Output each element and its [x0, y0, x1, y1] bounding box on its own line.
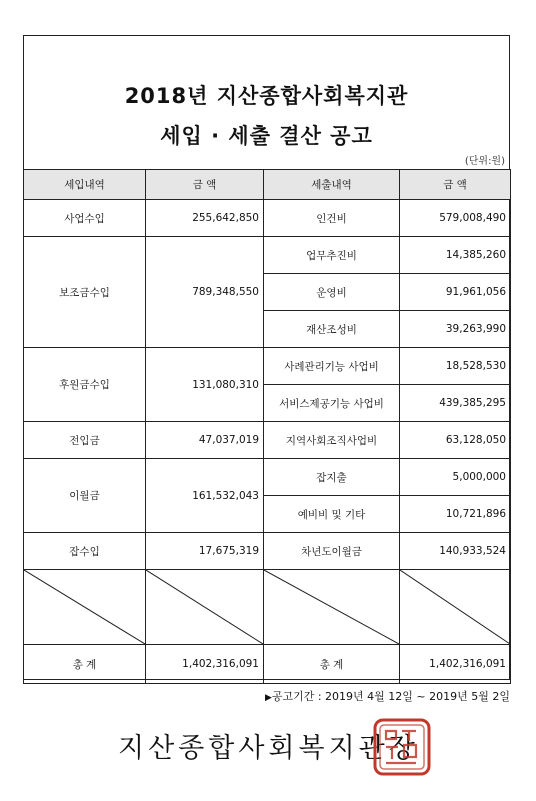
table-header-row [24, 170, 511, 200]
official-seal-icon [372, 717, 432, 777]
notice-frame [23, 35, 510, 680]
table-row [24, 533, 511, 570]
blank-cell [24, 570, 146, 645]
expense-name: 잡지출 [264, 459, 400, 496]
header-expense-amount: 금 액 [400, 170, 511, 200]
total-income-amount: 1,402,316,091 [146, 645, 264, 684]
expense-amount: 39,263,990 [400, 311, 511, 348]
table-row [24, 459, 511, 496]
income-amount: 789,348,550 [146, 237, 264, 348]
header-income-amount: 금 액 [146, 170, 264, 200]
total-expense-amount: 1,402,316,091 [400, 645, 511, 684]
income-name: 사업수입 [24, 200, 146, 237]
expense-amount: 10,721,896 [400, 496, 511, 533]
blank-cell [146, 570, 264, 645]
budget-table [23, 169, 511, 684]
expense-amount: 18,528,530 [400, 348, 511, 385]
title-line-2: 세입 · 세출 결산 공고 [160, 124, 373, 148]
triangle-bullet-icon: ▶ [264, 693, 272, 703]
table-row [24, 200, 511, 237]
income-amount: 255,642,850 [146, 200, 264, 237]
expense-name: 예비비 및 기타 [264, 496, 400, 533]
unit-label: (단위:원) [464, 156, 505, 167]
table-row [24, 237, 511, 274]
expense-amount: 63,128,050 [400, 422, 511, 459]
period-text: 공고기간 : 2019년 4월 12일 ~ 2019년 5월 2일 [271, 690, 510, 703]
expense-name: 인건비 [264, 200, 400, 237]
expense-name: 지역사회조직사업비 [264, 422, 400, 459]
title-line-1: 2018년 지산종합사회복지관 [124, 84, 409, 108]
header-income-item: 세입내역 [24, 170, 146, 200]
income-amount: 17,675,319 [146, 533, 264, 570]
header-expense-item: 세출내역 [264, 170, 400, 200]
expense-name: 운영비 [264, 274, 400, 311]
expense-name: 서비스제공기능 사업비 [264, 385, 400, 422]
income-name: 전입금 [24, 422, 146, 459]
blank-cell [264, 570, 400, 645]
expense-name: 업무추진비 [264, 237, 400, 274]
income-name: 보조금수입 [24, 237, 146, 348]
income-amount: 47,037,019 [146, 422, 264, 459]
table-row [24, 422, 511, 459]
total-row [24, 645, 511, 684]
expense-amount: 91,961,056 [400, 274, 511, 311]
income-name: 잡수입 [24, 533, 146, 570]
signature-name: 지산종합사회복지관장 [118, 733, 419, 764]
expense-amount: 439,385,295 [400, 385, 511, 422]
total-income-label: 총 계 [24, 645, 146, 684]
expense-name: 차년도이월금 [264, 533, 400, 570]
blank-cell [400, 570, 511, 645]
income-amount: 131,080,310 [146, 348, 264, 422]
expense-name: 사례관리기능 사업비 [264, 348, 400, 385]
table-row [24, 348, 511, 385]
income-name: 후원금수입 [24, 348, 146, 422]
income-name: 이월금 [24, 459, 146, 533]
income-amount: 161,532,043 [146, 459, 264, 533]
expense-amount: 14,385,260 [400, 237, 511, 274]
total-expense-label: 총 계 [264, 645, 400, 684]
expense-amount: 579,008,490 [400, 200, 511, 237]
notice-period [265, 688, 510, 704]
expense-amount: 140,933,524 [400, 533, 511, 570]
expense-name: 재산조성비 [264, 311, 400, 348]
expense-amount: 5,000,000 [400, 459, 511, 496]
blank-row [24, 570, 511, 645]
